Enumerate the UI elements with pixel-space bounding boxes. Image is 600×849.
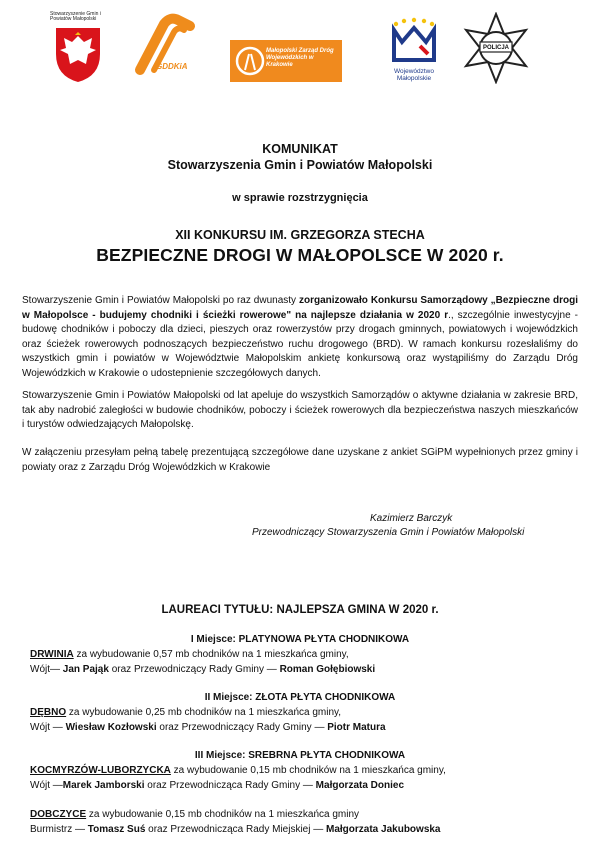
place-1-line-2 <box>30 663 375 677</box>
subject-line: w sprawie rozstrzygnięcia <box>232 192 368 204</box>
place-2-mid: oraz Przewodniczący Rady Gminy — <box>156 722 328 733</box>
eagle-crest-icon <box>50 24 106 84</box>
road-circle-icon <box>235 46 265 76</box>
place-2-heading: II Miejsce: ZŁOTA PŁYTA CHODNIKOWA <box>204 692 396 703</box>
place-3b-person-2: Małgorzata Jakubowska <box>326 824 441 835</box>
place-3-role: Wójt — <box>30 780 63 791</box>
place-3-line-2 <box>30 779 404 793</box>
place-2-gmina: DĘBNO <box>30 707 67 718</box>
paragraph-intro-b: zorganizowało Konkursu Samorządowy „Bezpieczne drogi w Małopolsce - budujemy chodniki i ścieżki rowerowe" na najlepsze działania w 2020 r <box>22 295 579 321</box>
place-3-person-1: Marek Jamborski <box>62 780 145 791</box>
place-3-mid: oraz Przewodnicząca Rady Gminy — <box>144 780 316 791</box>
sgipm-logo-text: Stowarzyszenie Gmin i Powiatów Małopolski <box>50 11 101 22</box>
signature-role: Przewodniczący Stowarzyszenia Gmin i Powiatów Małopolski <box>252 527 525 538</box>
paragraph-intro-c: ., szczególnie inwestycyjne - budowę chodników i poboczy dla dzieci, pieszych oraz rowerzystów przy drogach gminnych, powiatowych i wojewódzkich oraz ścieżek rowerowych podnoszących bezpieczeństwo ruchu drogowego (BRD). W ramach konkursu rozesłaliśmy do wszystkich gmin i powiatów w Województwie Małopolskim ankietę konkursową oraz wystąpiliśmy do Zarządu Dróg Wojewódzkich w Krakowie o udostepnienie szczegółowych danych. <box>22 309 578 379</box>
crown-icon <box>384 16 444 68</box>
paragraph-intro <box>22 294 578 381</box>
policja-logo <box>460 12 532 84</box>
mzdw-logo <box>230 40 342 82</box>
contest-title: XII KONKURSU IM. GRZEGORZA STECHA <box>175 228 425 242</box>
place-1-role: Wójt— <box>30 664 63 675</box>
place-2-person-2: Piotr Matura <box>327 722 386 733</box>
place-3b-line-1 <box>30 808 359 822</box>
laureates-title: LAUREACI TYTUŁU: NAJLEPSZA GMINA W 2020 r. <box>161 604 439 616</box>
place-3b-gmina: DOBCZYCE <box>30 809 87 820</box>
place-3-line-1 <box>30 764 446 778</box>
gddkia-logo <box>120 10 216 80</box>
main-title: BEZPIECZNE DROGI W MAŁOPOLSCE W 2020 r. <box>96 245 504 265</box>
place-2-person-1: Wiesław Kozłowski <box>65 722 157 733</box>
komunikat-title: KOMUNIKAT <box>262 142 338 156</box>
place-3-person-2: Małgorzata Doniec <box>315 780 405 791</box>
place-3b-mid: oraz Przewodnicząca Rady Miejskiej — <box>145 824 327 835</box>
policja-logo-text: POLICJA <box>482 45 509 51</box>
paragraph-intro-a: Stowarzyszenie Gmin i Powiatów Małopolski po raz dwunasty <box>22 295 299 306</box>
place-1-desc: za wybudowanie 0,57 mb chodników na 1 mieszkańca gminy, <box>73 649 349 660</box>
mzdw-logo-text: Małopolski Zarząd Dróg Wojewódzkich w Krakowie <box>266 48 334 68</box>
place-3-desc: za wybudowanie 0,15 mb chodników na 1 mieszkańca gminy, <box>170 765 446 776</box>
place-3b-role: Burmistrz — <box>30 824 88 835</box>
place-3b-person-1: Tomasz Suś <box>87 824 146 835</box>
place-1-person-2: Roman Gołębiowski <box>279 664 376 675</box>
place-2-line-2 <box>30 721 386 735</box>
place-3b-desc: za wybudowanie 0,15 mb chodników na 1 mieszkańca gminy <box>86 809 360 820</box>
place-2-desc: za wybudowanie 0,25 mb chodników na 1 mieszkańca gminy, <box>66 707 342 718</box>
logo-bar <box>0 0 600 95</box>
place-3-heading: III Miejsce: SREBRNA PŁYTA CHODNIKOWA <box>194 750 406 761</box>
gddkia-logo-text: GDDKiA <box>156 62 188 71</box>
place-2-line-1 <box>30 706 341 720</box>
place-1-heading: I Miejsce: PLATYNOWA PŁYTA CHODNIKOWA <box>190 634 410 645</box>
wojewodztwo-logo-text: Województwo Małopolskie <box>394 68 434 82</box>
organization-title: Stowarzyszenia Gmin i Powiatów Małopolski <box>167 158 433 172</box>
paragraph-attachment: W załączeniu przesyłam pełną tabelę prezentującą szczegółowe dane uzyskane z ankiet SGiPM wypełnionych przez gminy i powiaty oraz z Zarządu Dróg Wojewódzkich w Krakowie <box>22 447 578 473</box>
paragraph-appeal: Stowarzyszenie Gmin i Powiatów Małopolski od lat apeluje do wszystkich Samorządów o aktywne działania w zakresie BRD, tak aby nadrobić zaległości w budowie chodników, poboczy i ścieżek rowerowych dla bezpieczeństwa naszych mieszkańców i turystów odwiedzających Małopolskę. <box>22 390 578 430</box>
place-3b-line-2 <box>30 823 441 837</box>
place-1-gmina: DRWINIA <box>30 649 74 660</box>
place-3-gmina: KOCMYRZÓW-LUBORZYCKA <box>30 765 171 776</box>
place-2-role: Wójt — <box>30 722 66 733</box>
place-1-person-1: Jan Pająk <box>62 664 109 675</box>
sgipm-logo <box>50 12 106 84</box>
place-1-line-1 <box>30 648 349 662</box>
place-1-mid: oraz Przewodniczący Rady Gminy — <box>108 664 280 675</box>
signature-name: Kazimierz Barczyk <box>370 513 453 524</box>
wojewodztwo-logo <box>384 16 444 84</box>
